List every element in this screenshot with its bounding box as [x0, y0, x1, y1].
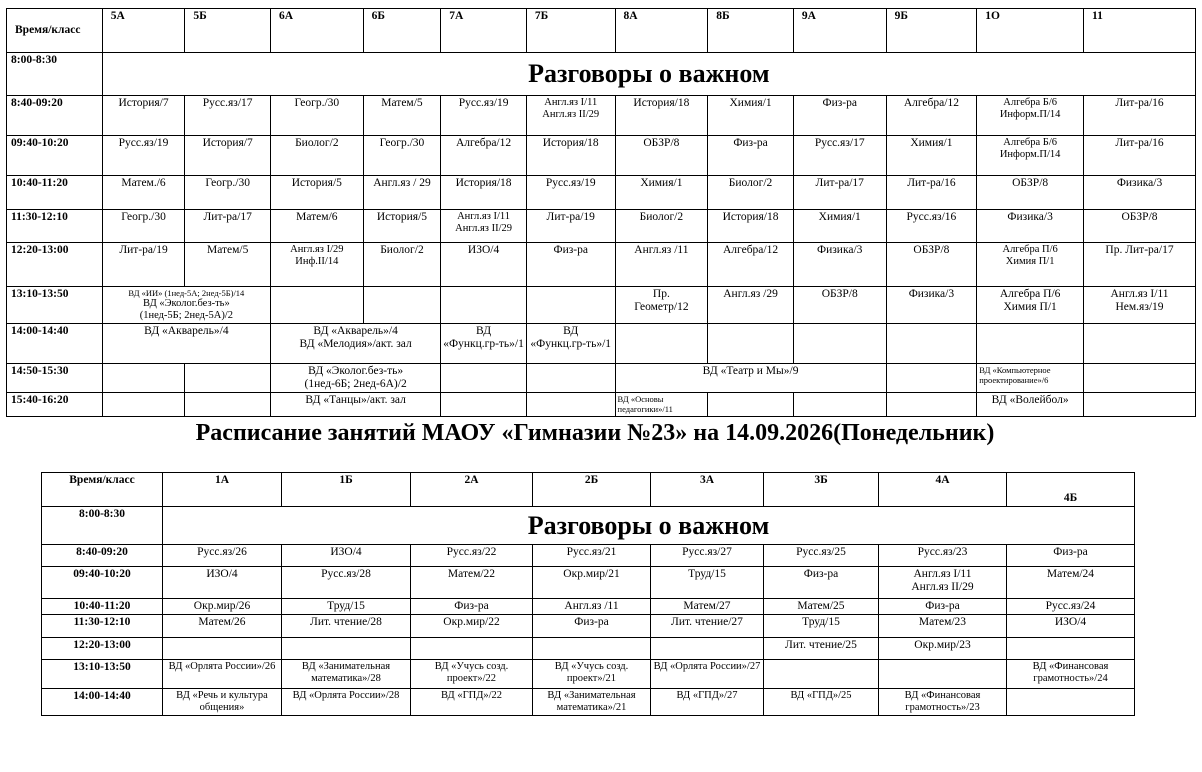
schedule-cell: Химия/1 [793, 210, 886, 243]
header-cell: Время/класс [42, 473, 163, 507]
table-row [7, 243, 1196, 287]
schedule-cell: Русс.яз/17 [185, 96, 271, 136]
schedule-cell: ОБЗР/8 [793, 287, 886, 324]
schedule-cell: Физ-ра [526, 243, 615, 287]
schedule-cell: Алгебра Б/6 Информ.П/14 [977, 96, 1084, 136]
table-row [7, 324, 1196, 364]
schedule-cell [526, 364, 615, 393]
schedule-cell: Англ.яз /29 [708, 287, 794, 324]
header-cell: 1А [163, 473, 282, 507]
schedule-cell: ВД «Финансовая грамотность»/23 [879, 689, 1007, 716]
header-cell: 2Б [533, 473, 651, 507]
schedule-cell: ИЗО/4 [1007, 615, 1135, 638]
schedule-cell: Лит-ра/19 [102, 243, 185, 287]
table-row [42, 689, 1135, 716]
schedule-cell [615, 324, 708, 364]
schedule-cell: Биолог/2 [615, 210, 708, 243]
time-cell: 12:20-13:00 [42, 638, 163, 660]
schedule-cell: Англ.яз /11 [615, 243, 708, 287]
schedule-cell: Геогр./30 [270, 96, 363, 136]
schedule-cell: Англ.яз I/11 Англ.яз II/29 [879, 567, 1007, 599]
time-cell: 14:00-14:40 [7, 324, 103, 364]
schedule-cell: ОБЗР/8 [615, 136, 708, 176]
schedule-cell: ВД «Эколог.без-ть» (1нед-6Б; 2нед-6А)/2 [270, 364, 440, 393]
schedule-cell: Лит-ра/17 [793, 176, 886, 210]
schedule-cell: Пр. Геометр/12 [615, 287, 708, 324]
schedule-cell: Русс.яз/16 [886, 210, 977, 243]
schedule-cell: Матем/22 [411, 567, 533, 599]
time-cell: 11:30-12:10 [42, 615, 163, 638]
schedule-cell: Биолог/2 [708, 176, 794, 210]
schedule-cell: Физ-ра [411, 599, 533, 615]
schedule-cell: ВД «Театр и Мы»/9 [615, 364, 886, 393]
time-cell: 13:10-13:50 [42, 660, 163, 689]
schedule-cell: Матем/6 [270, 210, 363, 243]
schedule-cell: Химия/1 [886, 136, 977, 176]
schedule-cell: Окр.мир/26 [163, 599, 282, 615]
schedule-cell: Геогр./30 [102, 210, 185, 243]
header-cell: 1Б [282, 473, 411, 507]
schedule-cell: Англ.яз I/29 Инф.II/14 [270, 243, 363, 287]
header-cell: 9А [793, 9, 886, 53]
table-row [7, 393, 1196, 417]
schedule-cell: ВД «Финансовая грамотность»/24 [1007, 660, 1135, 689]
time-cell: 15:40-16:20 [7, 393, 103, 417]
header-cell: 3Б [764, 473, 879, 507]
schedule-cell [526, 287, 615, 324]
schedule-cell: Пр. Лит-ра/17 [1084, 243, 1196, 287]
schedule-cell: ВД «ГПД»/22 [411, 689, 533, 716]
schedule-cell: ОБЗР/8 [1084, 210, 1196, 243]
header-cell: 6А [270, 9, 363, 53]
table-row [7, 364, 1196, 393]
schedule-cell: Физ-ра [793, 96, 886, 136]
schedule-cell: ВД «Функц.гр-ть»/1 [526, 324, 615, 364]
schedule-cell: Англ.яз /11 [533, 599, 651, 615]
schedule-cell: История/5 [270, 176, 363, 210]
header-cell: 8Б [708, 9, 794, 53]
lower-schedule-table [41, 472, 1135, 716]
schedule-cell [185, 393, 271, 417]
schedule-cell [879, 660, 1007, 689]
schedule-cell: Труд/15 [651, 567, 764, 599]
table-row [7, 136, 1196, 176]
schedule-cell [886, 393, 977, 417]
schedule-cell [102, 364, 185, 393]
schedule-cell: Англ.яз / 29 [363, 176, 441, 210]
schedule-cell: Русс.яз/17 [793, 136, 886, 176]
table-row [42, 615, 1135, 638]
schedule-cell [102, 287, 270, 324]
schedule-cell: Русс.яз/28 [282, 567, 411, 599]
schedule-cell: Лит. чтение/25 [764, 638, 879, 660]
schedule-cell: Русс.яз/21 [533, 545, 651, 567]
schedule-cell: ВД «ГПД»/25 [764, 689, 879, 716]
schedule-cell [163, 638, 282, 660]
schedule-cell: ВД «Орлята России»/26 [163, 660, 282, 689]
header-cell: Время/класс [7, 9, 103, 53]
page-title: Расписание занятий МАОУ «Гимназии №23» на 14.09.2026(Понедельник) [195, 420, 995, 446]
schedule-cell: Матем/23 [879, 615, 1007, 638]
lower-header-row [42, 473, 1135, 507]
schedule-cell: История/18 [526, 136, 615, 176]
table-row [42, 599, 1135, 615]
schedule-cell: История/18 [708, 210, 794, 243]
schedule-cell: Окр.мир/23 [879, 638, 1007, 660]
schedule-cell: Алгебра П/6 Химия П/1 [977, 287, 1084, 324]
schedule-cell: История/18 [615, 96, 708, 136]
time-cell: 12:20-13:00 [7, 243, 103, 287]
schedule-cell: Алгебра Б/6 Информ.П/14 [977, 136, 1084, 176]
schedule-cell: Русс.яз/25 [764, 545, 879, 567]
schedule-cell: Англ.яз I/11 Нем.яз/19 [1084, 287, 1196, 324]
schedule-cell: ВД «Функц.гр-ть»/1 [441, 324, 527, 364]
schedule-cell: Химия/1 [615, 176, 708, 210]
schedule-cell: История/5 [363, 210, 441, 243]
banner-cell: Разговоры о важном [102, 53, 1195, 96]
schedule-cell [793, 393, 886, 417]
time-cell: 09:40-10:20 [42, 567, 163, 599]
schedule-cell [441, 364, 527, 393]
schedule-cell: Матем/24 [1007, 567, 1135, 599]
schedule-cell [793, 324, 886, 364]
schedule-cell: Окр.мир/21 [533, 567, 651, 599]
schedule-cell: ИЗО/4 [163, 567, 282, 599]
upper-schedule-table [6, 8, 1196, 417]
schedule-cell: Лит-ра/16 [1084, 136, 1196, 176]
table-row [7, 176, 1196, 210]
time-cell: 10:40-11:20 [7, 176, 103, 210]
time-cell: 10:40-11:20 [42, 599, 163, 615]
schedule-cell: Труд/15 [764, 615, 879, 638]
schedule-cell: ВД «Учусь созд. проект»/22 [411, 660, 533, 689]
schedule-cell [185, 364, 271, 393]
vd-ii-text: ВД «ИИ» (1нед-5А; 2нед-5Б)/14 [128, 288, 245, 298]
schedule-cell: Химия/1 [708, 96, 794, 136]
schedule-cell: Русс.яз/19 [441, 96, 527, 136]
upper-header-row [7, 9, 1196, 53]
time-cell: 14:50-15:30 [7, 364, 103, 393]
header-cell: 4Б [1007, 473, 1135, 507]
schedule-cell: Алгебра/12 [708, 243, 794, 287]
schedule-cell: ВД «Основы педагогики»/11 [615, 393, 708, 417]
schedule-cell: Русс.яз/19 [102, 136, 185, 176]
schedule-cell: Окр.мир/22 [411, 615, 533, 638]
schedule-cell [977, 324, 1084, 364]
time-cell: 11:30-12:10 [7, 210, 103, 243]
schedule-cell: Матем./6 [102, 176, 185, 210]
schedule-cell [102, 393, 185, 417]
schedule-cell [363, 287, 441, 324]
schedule-cell: Матем/27 [651, 599, 764, 615]
schedule-cell: Лит. чтение/27 [651, 615, 764, 638]
table-row [7, 53, 1196, 96]
header-cell: 2А [411, 473, 533, 507]
schedule-cell: Лит. чтение/28 [282, 615, 411, 638]
header-cell: 9Б [886, 9, 977, 53]
schedule-cell: История/7 [102, 96, 185, 136]
schedule-cell: Физ-ра [879, 599, 1007, 615]
header-cell: 5Б [185, 9, 271, 53]
schedule-cell [1084, 324, 1196, 364]
header-cell: 6Б [363, 9, 441, 53]
header-cell: 1О [977, 9, 1084, 53]
schedule-cell [533, 638, 651, 660]
schedule-cell: Лит-ра/16 [886, 176, 977, 210]
schedule-cell: История/18 [441, 176, 527, 210]
table-row [42, 545, 1135, 567]
schedule-cell: ОБЗР/8 [886, 243, 977, 287]
schedule-cell: Физика/3 [977, 210, 1084, 243]
table-row [7, 96, 1196, 136]
table-row [7, 287, 1196, 324]
table-row [42, 660, 1135, 689]
schedule-cell: Физ-ра [1007, 545, 1135, 567]
schedule-cell [441, 393, 527, 417]
time-cell: 14:00-14:40 [42, 689, 163, 716]
schedule-cell: История/7 [185, 136, 271, 176]
schedule-cell: ВД «Волейбол» [977, 393, 1084, 417]
schedule-cell [886, 324, 977, 364]
schedule-cell: Физика/3 [1084, 176, 1196, 210]
header-cell: 11 [1084, 9, 1196, 53]
schedule-cell [764, 660, 879, 689]
schedule-cell: ОБЗР/8 [977, 176, 1084, 210]
time-cell: 13:10-13:50 [7, 287, 103, 324]
schedule-cell: Физика/3 [793, 243, 886, 287]
table-row [42, 638, 1135, 660]
time-cell: 8:40-09:20 [7, 96, 103, 136]
schedule-cell: Лит-ра/19 [526, 210, 615, 243]
table-row [7, 210, 1196, 243]
schedule-cell: Русс.яз/22 [411, 545, 533, 567]
schedule-cell: Биолог/2 [363, 243, 441, 287]
schedule-cell: Физ-ра [533, 615, 651, 638]
schedule-cell: ИЗО/4 [441, 243, 527, 287]
schedule-cell [708, 324, 794, 364]
schedule-cell: Физика/3 [886, 287, 977, 324]
schedule-cell: Труд/15 [282, 599, 411, 615]
schedule-cell: ИЗО/4 [282, 545, 411, 567]
schedule-cell [441, 287, 527, 324]
schedule-cell: Русс.яз/26 [163, 545, 282, 567]
schedule-cell: Геогр./30 [185, 176, 271, 210]
schedule-cell: Лит-ра/17 [185, 210, 271, 243]
schedule-cell: Алгебра П/6 Химия П/1 [977, 243, 1084, 287]
banner-cell: Разговоры о важном [163, 507, 1135, 545]
schedule-cell [651, 638, 764, 660]
schedule-cell [1007, 638, 1135, 660]
time-cell: 09:40-10:20 [7, 136, 103, 176]
vd-ecology-text: ВД «Эколог.без-ть» (1нед-5Б; 2нед-5А)/2 [139, 298, 233, 321]
schedule-cell: Матем/5 [363, 96, 441, 136]
schedule-cell [1084, 364, 1196, 393]
schedule-cell [411, 638, 533, 660]
schedule-cell [282, 638, 411, 660]
schedule-cell: Русс.яз/27 [651, 545, 764, 567]
schedule-cell: ВД «ГПД»/27 [651, 689, 764, 716]
schedule-cell [708, 393, 794, 417]
time-cell: 8:00-8:30 [7, 53, 103, 96]
header-cell: 7А [441, 9, 527, 53]
schedule-cell: ВД «Занимательная математика»/28 [282, 660, 411, 689]
schedule-cell: Физ-ра [708, 136, 794, 176]
header-cell: 4А [879, 473, 1007, 507]
schedule-cell: Англ.яз I/11 Англ.яз II/29 [526, 96, 615, 136]
schedule-cell: ВД «Акварель»/4 ВД «Мелодия»/акт. зал [270, 324, 440, 364]
schedule-cell: ВД «Речь и культура общения» [163, 689, 282, 716]
schedule-cell: Англ.яз I/11 Англ.яз II/29 [441, 210, 527, 243]
schedule-cell: Геогр./30 [363, 136, 441, 176]
schedule-cell: ВД «Танцы»/акт. зал [270, 393, 440, 417]
schedule-cell: ВД «Занимательная математика»/21 [533, 689, 651, 716]
schedule-cell: Матем/26 [163, 615, 282, 638]
schedule-cell: Алгебра/12 [441, 136, 527, 176]
schedule-cell: Лит-ра/16 [1084, 96, 1196, 136]
schedule-cell: ВД «Акварель»/4 [102, 324, 270, 364]
schedule-cell: Физ-ра [764, 567, 879, 599]
schedule-cell: Биолог/2 [270, 136, 363, 176]
schedule-cell: Русс.яз/19 [526, 176, 615, 210]
table-row [42, 507, 1135, 545]
schedule-cell [886, 364, 977, 393]
schedule-cell: Русс.яз/24 [1007, 599, 1135, 615]
header-cell: 7Б [526, 9, 615, 53]
time-cell: 8:00-8:30 [42, 507, 163, 545]
header-cell: 3А [651, 473, 764, 507]
time-cell: 8:40-09:20 [42, 545, 163, 567]
schedule-cell: ВД «Учусь созд. проект»/21 [533, 660, 651, 689]
table-row [42, 567, 1135, 599]
schedule-cell: ВД «Компьютерное проектирование»/6 [977, 364, 1084, 393]
schedule-cell [270, 287, 363, 324]
schedule-cell: ВД «Орлята России»/27 [651, 660, 764, 689]
header-cell: 5А [102, 9, 185, 53]
schedule-cell: Алгебра/12 [886, 96, 977, 136]
schedule-cell [526, 393, 615, 417]
schedule-cell [1007, 689, 1135, 716]
schedule-cell [1084, 393, 1196, 417]
schedule-cell: Русс.яз/23 [879, 545, 1007, 567]
schedule-cell: ВД «Орлята России»/28 [282, 689, 411, 716]
schedule-cell: Матем/25 [764, 599, 879, 615]
schedule-cell: Матем/5 [185, 243, 271, 287]
header-cell: 8А [615, 9, 708, 53]
